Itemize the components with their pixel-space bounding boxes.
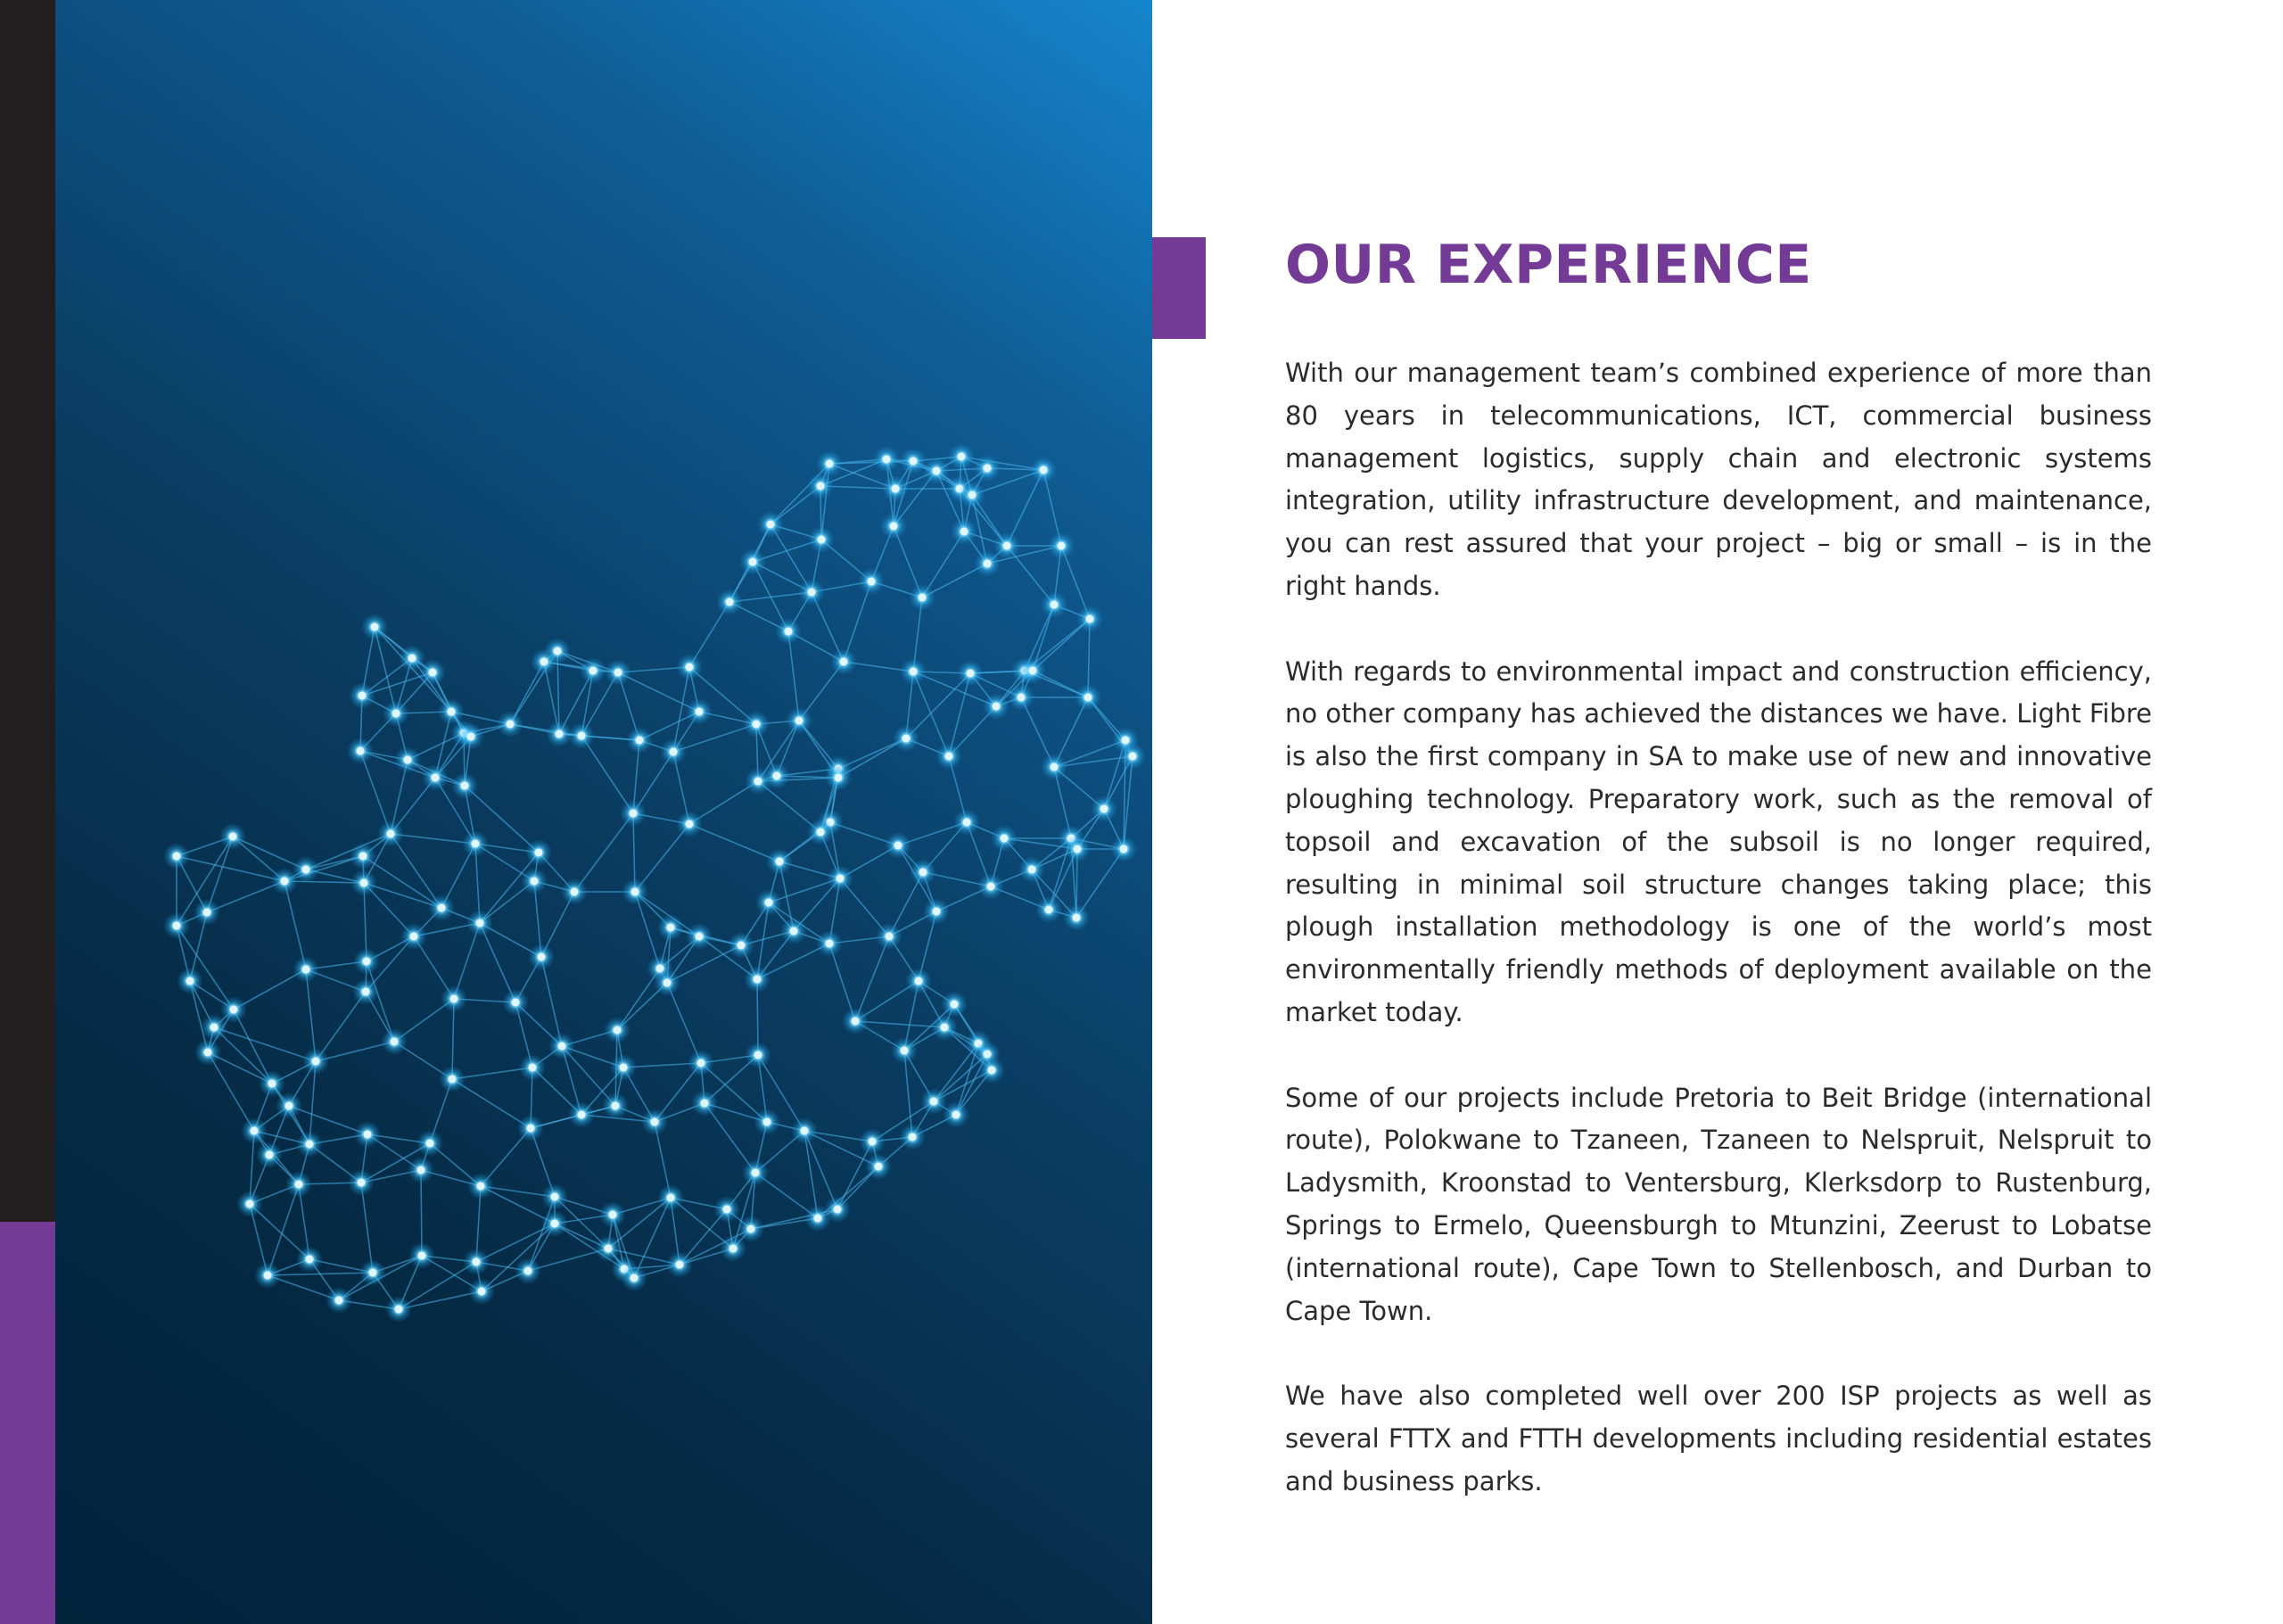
map-node	[1028, 866, 1036, 874]
map-node	[915, 977, 923, 985]
map-node	[476, 919, 484, 927]
map-node	[251, 1127, 259, 1135]
map-link	[284, 881, 306, 969]
map-node	[540, 658, 548, 666]
map-node	[663, 979, 672, 987]
map-node	[1120, 845, 1128, 853]
map-node	[417, 1166, 425, 1175]
map-node	[558, 1043, 566, 1051]
map-node	[302, 966, 310, 974]
map-node	[993, 703, 1001, 711]
map-node	[1040, 466, 1048, 474]
map-node	[988, 1067, 996, 1075]
map-node	[697, 1059, 705, 1068]
map-node	[818, 536, 826, 544]
map-link	[788, 631, 799, 721]
map-node	[605, 1245, 613, 1253]
map-node	[785, 628, 793, 636]
map-node	[631, 1274, 639, 1282]
map-node	[529, 1064, 537, 1072]
map-link	[541, 957, 562, 1046]
map-node	[875, 1163, 883, 1171]
map-node	[890, 523, 898, 531]
map-node	[852, 1018, 860, 1026]
map-node	[473, 1258, 481, 1266]
map-link	[177, 856, 284, 881]
map-node	[392, 710, 400, 718]
map-node	[1084, 694, 1092, 702]
map-node	[919, 869, 927, 877]
map-node	[620, 1064, 628, 1072]
map-node	[901, 1047, 909, 1055]
map-link	[361, 1183, 373, 1273]
map-node	[614, 1026, 622, 1035]
map-node	[538, 953, 546, 961]
map-node	[266, 1151, 274, 1159]
map-node	[173, 922, 181, 930]
map-node	[667, 924, 675, 932]
map-node	[808, 589, 816, 597]
paragraph-isp: We have also completed well over 200 ISP projects as well as several FTTX and FTTH developments including residential estates and business parks.	[1285, 1381, 2152, 1496]
map-node	[1029, 667, 1037, 675]
map-node	[752, 1169, 760, 1177]
map-node	[933, 908, 941, 916]
map-node	[614, 669, 622, 677]
map-node	[826, 460, 834, 468]
map-node	[418, 1252, 426, 1260]
map-node	[210, 1024, 218, 1032]
network-map-image	[55, 0, 1152, 1624]
map-node	[817, 482, 825, 490]
map-node	[1129, 753, 1137, 761]
map-node	[686, 820, 694, 828]
map-node	[753, 721, 761, 729]
map-node	[1045, 906, 1053, 914]
map-link	[689, 824, 779, 861]
map-node	[835, 774, 843, 782]
map-node	[630, 810, 638, 818]
map-node	[1018, 694, 1026, 702]
map-node	[910, 668, 918, 676]
map-node	[362, 988, 370, 996]
map-node	[747, 1225, 755, 1233]
map-link	[855, 936, 889, 1021]
map-node	[612, 1102, 620, 1110]
map-node	[359, 692, 367, 700]
map-node	[472, 840, 480, 848]
map-node	[404, 756, 412, 764]
map-node	[410, 933, 418, 941]
map-node	[571, 888, 579, 896]
map-node	[840, 658, 848, 666]
map-node	[754, 976, 762, 984]
map-node	[834, 1206, 842, 1214]
map-node	[246, 1200, 254, 1208]
map-node	[909, 1134, 917, 1142]
map-node	[556, 730, 564, 738]
map-node	[776, 858, 784, 866]
map-node	[723, 1206, 731, 1214]
map-node	[531, 878, 539, 886]
map-node	[651, 1118, 659, 1126]
map-node	[767, 521, 775, 529]
map-node	[312, 1058, 320, 1066]
map-link	[306, 969, 316, 1061]
map-node	[578, 1111, 586, 1119]
map-node	[1074, 845, 1082, 853]
map-node	[359, 853, 367, 861]
map-link	[306, 834, 391, 870]
map-node	[968, 491, 977, 499]
map-node	[790, 927, 798, 936]
map-link	[268, 1184, 299, 1275]
map-node	[696, 708, 704, 716]
map-node	[295, 1181, 303, 1189]
map-node	[754, 1051, 762, 1059]
map-node	[826, 940, 834, 948]
map-node	[749, 558, 757, 566]
map-node	[868, 578, 876, 586]
map-node	[387, 830, 395, 838]
map-node	[910, 458, 918, 466]
map-node	[357, 747, 365, 755]
map-node	[467, 733, 475, 741]
map-node	[869, 1138, 877, 1146]
map-node	[667, 1194, 675, 1202]
map-node	[173, 853, 181, 861]
map-node	[952, 1111, 960, 1119]
map-node	[512, 999, 520, 1007]
map-node	[478, 1288, 486, 1296]
map-node	[1100, 805, 1109, 813]
map-node	[1122, 737, 1130, 745]
map-node	[686, 664, 694, 672]
map-node	[801, 1127, 809, 1135]
map-node	[360, 879, 368, 887]
heading-accent-bar	[1152, 237, 1206, 339]
paragraph-experience: With our management team’s combined experience of more than 80 years in telecommunications, ICT, commercial business management logistics, supply chain and electronic systems integration, utility infrastructure development, and maintenance, you can rest assured that your project – big or small – is in the right hands.	[1285, 358, 2152, 601]
map-node	[524, 1267, 532, 1275]
map-node	[371, 623, 379, 631]
map-node	[701, 1100, 709, 1108]
map-link	[214, 1027, 316, 1061]
map-link	[177, 926, 234, 1010]
south-africa-network-map	[55, 0, 1152, 1624]
map-node	[670, 748, 678, 756]
map-node	[535, 849, 543, 857]
map-link	[581, 736, 633, 813]
map-node	[264, 1272, 272, 1280]
map-node	[589, 667, 598, 675]
map-node	[578, 732, 586, 740]
map-link	[452, 1079, 531, 1128]
map-node	[408, 655, 416, 663]
map-node	[527, 1125, 535, 1133]
map-node	[984, 465, 992, 473]
map-node	[1001, 835, 1009, 843]
map-node	[1051, 601, 1059, 609]
map-node	[426, 1140, 434, 1148]
map-node	[609, 1211, 617, 1219]
map-node	[358, 1179, 366, 1187]
map-node	[229, 833, 237, 841]
map-node	[285, 1102, 293, 1110]
sidebar-strip-dark	[0, 0, 55, 1222]
map-node	[941, 1024, 949, 1032]
map-node	[773, 772, 781, 780]
map-node	[817, 828, 825, 837]
map-node	[432, 774, 440, 782]
section-body	[1285, 352, 2152, 1504]
map-node	[958, 453, 966, 461]
map-node	[765, 899, 773, 907]
map-node	[945, 753, 953, 761]
map-node	[306, 1141, 314, 1149]
map-node	[1086, 615, 1094, 623]
map-node	[391, 1038, 399, 1046]
map-node	[963, 819, 971, 827]
map-node	[930, 1098, 938, 1106]
map-node	[507, 721, 515, 729]
map-link	[391, 834, 441, 908]
map-node	[933, 467, 941, 475]
map-node	[1073, 914, 1081, 922]
map-node	[551, 1220, 559, 1228]
map-node	[729, 1245, 738, 1253]
map-node	[883, 456, 891, 464]
map-node	[203, 909, 211, 917]
map-node	[696, 933, 704, 941]
map-node	[449, 1076, 457, 1084]
map-node	[636, 737, 644, 745]
map-node	[676, 1261, 684, 1269]
map-link	[574, 813, 633, 892]
map-node	[754, 778, 762, 786]
map-node	[738, 942, 746, 950]
map-node	[477, 1183, 485, 1191]
map-node	[1051, 763, 1059, 771]
map-node	[281, 878, 289, 886]
paragraph-environment: With regards to environmental impact and construction efficiency, no other company has achieved the distances we have. Light Fibre is also the first company in SA to make use of new and innovative ploughing technology. Preparatory work, such as the removal of topsoil and excavation of the subsoil is no longer required, resulting in minimal soil structure changes taking place; this plough installation methodology is one of the world’s most environmentally friendly methods of deployment available on the market today.	[1285, 655, 2152, 1027]
map-node	[268, 1080, 276, 1088]
map-node	[551, 1193, 559, 1201]
map-node	[837, 875, 845, 883]
map-node	[364, 1131, 372, 1139]
map-node	[987, 883, 995, 891]
map-node	[438, 904, 446, 912]
sidebar-strip-purple	[0, 1222, 55, 1624]
map-node	[1003, 542, 1011, 550]
section-heading: OUR EXPERIENCE	[1285, 234, 1812, 296]
map-node	[631, 888, 639, 896]
map-node	[1058, 542, 1066, 550]
map-node	[960, 528, 968, 536]
map-link	[399, 1262, 476, 1309]
map-node	[894, 842, 902, 850]
map-node	[461, 782, 469, 790]
map-node	[795, 717, 804, 725]
map-node	[919, 594, 927, 602]
map-node	[369, 1269, 377, 1277]
paragraph-projects: Some of our projects include Pretoria to Beit Bridge (international route), Polokwane to Tzaneen, Tzaneen to Nelspruit, Nelspruit to Ladysmith, Kroonstad to Ventersburg, Klerksdorp to Rustenburg, Springs to Ermelo, Queensburgh to Mtunzini, Zeerust to Lobatse (international route), Cape Town to Stellenbosch, and Durban to Cape Town.	[1285, 1082, 2152, 1326]
map-node	[814, 1215, 822, 1223]
map-node	[951, 1001, 959, 1009]
map-node	[448, 708, 456, 716]
map-node	[363, 958, 371, 966]
map-node	[306, 1256, 314, 1264]
map-node	[726, 598, 734, 606]
map-node	[902, 735, 911, 743]
map-node	[763, 1118, 771, 1126]
map-node	[886, 933, 894, 941]
map-node	[967, 670, 975, 678]
map-node	[230, 1006, 238, 1014]
map-node	[302, 866, 310, 874]
map-node	[395, 1306, 403, 1314]
map-node	[450, 995, 458, 1003]
map-node	[892, 485, 900, 493]
map-node	[984, 560, 992, 568]
map-node	[429, 669, 437, 677]
map-node	[204, 1049, 212, 1057]
map-node	[186, 977, 194, 985]
map-link	[482, 1224, 555, 1291]
map-node	[335, 1297, 343, 1305]
